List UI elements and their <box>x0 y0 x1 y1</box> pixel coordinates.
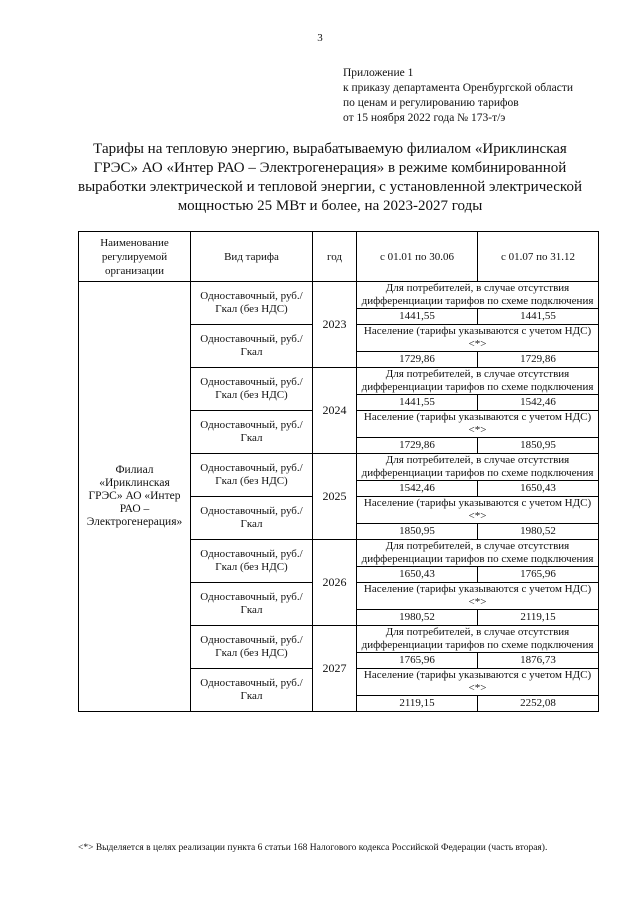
column-header: Наименование регулируемой организации <box>79 232 191 282</box>
tariff-value-cell: 1850,95 <box>478 438 599 454</box>
appendix-line: Приложение 1 <box>343 67 414 79</box>
tariff-value-cell: 1729,86 <box>357 352 478 368</box>
tariff-type-cell: Одноставочный, руб./Гкал <box>191 497 313 540</box>
tariff-type-cell: Одноставочный, руб./Гкал (без НДС) <box>191 626 313 669</box>
appendix-line: от 15 ноября 2022 года № 173-т/э <box>343 112 506 124</box>
condition-cell: Население (тарифы указываются с учетом НДС) <*> <box>357 325 599 352</box>
tariff-value-cell: 1542,46 <box>357 481 478 497</box>
year-cell: 2027 <box>313 626 357 712</box>
tariff-type-cell: Одноставочный, руб./Гкал (без НДС) <box>191 454 313 497</box>
tariff-value-cell: 1441,55 <box>357 309 478 325</box>
table-header-row <box>79 232 599 282</box>
tariff-type-cell: Одноставочный, руб./Гкал (без НДС) <box>191 282 313 325</box>
tariff-value-cell: 2252,08 <box>478 696 599 712</box>
appendix-line: к приказу департамента Оренбургской области <box>343 82 573 94</box>
year-cell: 2025 <box>313 454 357 540</box>
tariff-type-cell: Одноставочный, руб./Гкал <box>191 411 313 454</box>
document-title: Тарифы на тепловую энергию, вырабатываемую филиалом «Ириклинская ГРЭС» АО «Интер РАО – Электрогенерация» в режиме комбинированной выработки электрической и тепловой энергии, с установленной электрической мощностью 25 МВт и более, на 2023-2027 годы <box>78 141 582 214</box>
tariff-value-cell: 1765,96 <box>357 653 478 669</box>
condition-cell: Для потребителей, в случае отсутствия дифференциации тарифов по схеме подключения <box>357 540 599 567</box>
tariff-type-cell: Одноставочный, руб./Гкал (без НДС) <box>191 368 313 411</box>
tariff-value-cell: 1441,55 <box>357 395 478 411</box>
column-header: с 01.01 по 30.06 <box>357 232 478 282</box>
condition-cell: Население (тарифы указываются с учетом НДС) <*> <box>357 669 599 696</box>
organization-cell: Филиал «Ириклинская ГРЭС» АО «Интер РАО – Электрогенерация» <box>79 282 191 712</box>
tariff-value-cell: 1729,86 <box>357 438 478 454</box>
tariff-value-cell: 2119,15 <box>357 696 478 712</box>
tariff-value-cell: 1441,55 <box>478 309 599 325</box>
tariff-value-cell: 1650,43 <box>357 567 478 583</box>
tariff-value-cell: 1980,52 <box>357 610 478 626</box>
table-body <box>79 282 599 712</box>
condition-cell: Население (тарифы указываются с учетом НДС) <*> <box>357 411 599 438</box>
tariff-value-cell: 1850,95 <box>357 524 478 540</box>
tariff-value-cell: 1876,73 <box>478 653 599 669</box>
tariff-value-cell: 1980,52 <box>478 524 599 540</box>
year-cell: 2024 <box>313 368 357 454</box>
condition-cell: Для потребителей, в случае отсутствия дифференциации тарифов по схеме подключения <box>357 454 599 481</box>
condition-cell: Для потребителей, в случае отсутствия дифференциации тарифов по схеме подключения <box>357 626 599 653</box>
column-header: Вид тарифа <box>191 232 313 282</box>
tariff-type-cell: Одноставочный, руб./Гкал (без НДС) <box>191 540 313 583</box>
year-cell: 2023 <box>313 282 357 368</box>
table-row <box>79 282 599 309</box>
tariff-value-cell: 1650,43 <box>478 481 599 497</box>
page-number: 3 <box>317 32 323 44</box>
year-cell: 2026 <box>313 540 357 626</box>
appendix-header <box>343 66 573 126</box>
tariff-value-cell: 1542,46 <box>478 395 599 411</box>
tariff-table <box>78 231 599 712</box>
tariff-type-cell: Одноставочный, руб./Гкал <box>191 669 313 712</box>
footnote: <*> Выделяется в целях реализации пункта 6 статьи 168 Налогового кодекса Российской Федерации (часть вторая). <box>78 843 548 853</box>
condition-cell: Население (тарифы указываются с учетом НДС) <*> <box>357 497 599 524</box>
condition-cell: Население (тарифы указываются с учетом НДС) <*> <box>357 583 599 610</box>
tariff-value-cell: 1729,86 <box>478 352 599 368</box>
tariff-value-cell: 2119,15 <box>478 610 599 626</box>
tariff-value-cell: 1765,96 <box>478 567 599 583</box>
condition-cell: Для потребителей, в случае отсутствия дифференциации тарифов по схеме подключения <box>357 282 599 309</box>
column-header: год <box>313 232 357 282</box>
tariff-type-cell: Одноставочный, руб./Гкал <box>191 325 313 368</box>
appendix-line: по ценам и регулированию тарифов <box>343 97 519 109</box>
tariff-type-cell: Одноставочный, руб./Гкал <box>191 583 313 626</box>
condition-cell: Для потребителей, в случае отсутствия дифференциации тарифов по схеме подключения <box>357 368 599 395</box>
column-header: с 01.07 по 31.12 <box>478 232 599 282</box>
